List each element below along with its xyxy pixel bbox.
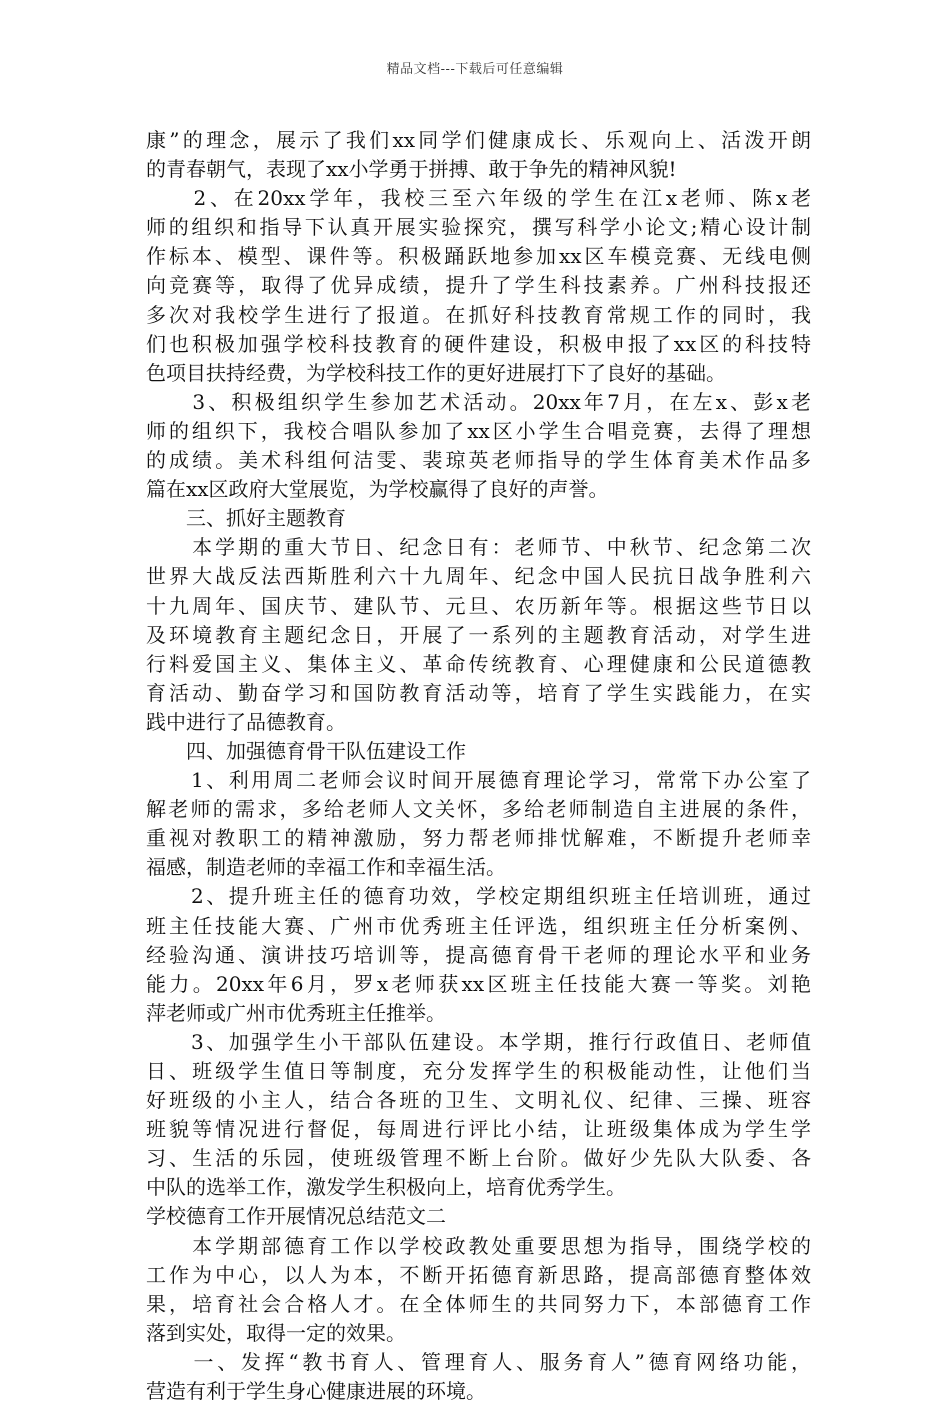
text-line: 2、在20xx学年，我校三至六年级的学生在江x老师、陈x老 (146, 186, 811, 211)
text-line: 世界大战反法西斯胜利六十九周年、纪念中国人民抗日战争胜利六 (146, 564, 811, 589)
text-line: 十九周年、国庆节、建队节、元旦、农历新年等。根据这些节日以 (146, 593, 811, 618)
text-line: 篇在xx区政府大堂展览，为学校赢得了良好的声誉。 (146, 477, 609, 502)
text-line: 的青春朝气，表现了xx小学勇于拼搏、敢于争先的精神风貌! (146, 157, 677, 182)
text-line: 向竞赛等，取得了优异成绩，提升了学生科技素养。广州科技报还 (146, 273, 811, 298)
text-line: 好班级的小主人，结合各班的卫生、文明礼仪、纪律、三操、班容 (146, 1088, 811, 1113)
text-line: 班主任技能大赛、广州市优秀班主任评选，组织班主任分析案例、 (146, 913, 811, 938)
text-line: 本学期的重大节日、纪念日有：老师节、中秋节、纪念第二次 (146, 535, 811, 560)
text-line: 中队的选举工作，激发学生积极向上，培育优秀学生。 (146, 1175, 626, 1200)
text-line: 三、抓好主题教育 (146, 506, 346, 531)
text-line: 康”的理念，展示了我们xx同学们健康成长、乐观向上、活泼开朗 (146, 128, 811, 152)
text-line: 作标本、模型、课件等。积极踊跃地参加xx区车模竞赛、无线电侧 (146, 244, 811, 269)
text-line: 营造有利于学生身心健康进展的环境。 (146, 1379, 486, 1404)
text-line: 落到实处，取得一定的效果。 (146, 1320, 406, 1345)
text-line: 行料爱国主义、集体主义、革命传统教育、心理健康和公民道德教 (146, 651, 811, 676)
text-line: 及环境教育主题纪念日，开展了一系列的主题教育活动，对学生进 (146, 622, 811, 647)
text-line: 经验沟通、演讲技巧培训等，提高德育骨干老师的理论水平和业务 (146, 942, 811, 967)
text-line: 福感，制造老师的幸福工作和幸福生活。 (146, 855, 506, 880)
text-line: 解老师的需求，多给老师人文关怀，多给老师制造自主进展的条件， (146, 797, 811, 822)
text-line: 本学期部德育工作以学校政教处重要思想为指导，围绕学校的 (146, 1233, 811, 1258)
text-line: 3、加强学生小干部队伍建设。本学期，推行行政值日、老师值 (146, 1029, 811, 1054)
text-line: 色项目扶持经费，为学校科技工作的更好进展打下了良好的基础。 (146, 360, 726, 385)
text-line: 育活动、勤奋学习和国防教育活动等，培育了学生实践能力，在实 (146, 680, 811, 705)
text-line: 1、利用周二老师会议时间开展德育理论学习，常常下办公室了 (146, 768, 811, 793)
text-line: 能力。20xx年6月，罗x老师获xx区班主任技能大赛一等奖。刘艳 (146, 971, 811, 996)
text-line: 工作为中心，以人为本，不断开拓德育新思路，提高部德育整体效 (146, 1262, 811, 1287)
text-line: 学校德育工作开展情况总结范文二 (146, 1204, 446, 1229)
text-line: 果，培育社会合格人才。在全体师生的共同努力下，本部德育工作 (146, 1291, 811, 1316)
text-line: 重视对教职工的精神激励，努力帮老师排忧解难，不断提升老师幸 (146, 826, 811, 851)
text-line: 们也积极加强学校科技教育的硬件建设，积极申报了xx区的科技特 (146, 331, 811, 356)
text-line: 四、加强德育骨干队伍建设工作 (146, 738, 466, 763)
text-line: 多次对我校学生进行了报道。在抓好科技教育常规工作的同时，我 (146, 302, 811, 327)
text-line: 师的组织下，我校合唱队参加了xx区小学生合唱竞赛，去得了理想 (146, 418, 811, 443)
text-line: 萍老师或广州市优秀班主任推举。 (146, 1000, 446, 1025)
page-header: 精品文档---下载后可任意编辑 (386, 62, 564, 77)
text-line: 日、班级学生值日等制度，充分发挥学生的积极能动性，让他们当 (146, 1059, 811, 1083)
document-body (146, 126, 811, 1406)
text-line: 习、生活的乐园，使班级管理不断上台阶。做好少先队大队委、各 (146, 1146, 811, 1171)
text-line: 的成绩。美术科组何洁雯、裴琼英老师指导的学生体育美术作品多 (146, 448, 811, 473)
text-line: 师的组织和指导下认真开展实验探究，撰写科学小论文;精心设计制 (146, 215, 811, 240)
text-line: 3、积极组织学生参加艺术活动。20xx年7月，在左x、彭x老 (146, 389, 811, 414)
text-line: 班貌等情况进行督促，每周进行评比小结，让班级集体成为学生学 (146, 1117, 811, 1142)
text-line: 2、提升班主任的德育功效，学校定期组织班主任培训班，通过 (146, 884, 811, 909)
text-line: 践中进行了品德教育。 (146, 709, 346, 734)
text-line: 一、发挥“教书育人、管理育人、服务育人”德育网络功能， (146, 1349, 811, 1374)
